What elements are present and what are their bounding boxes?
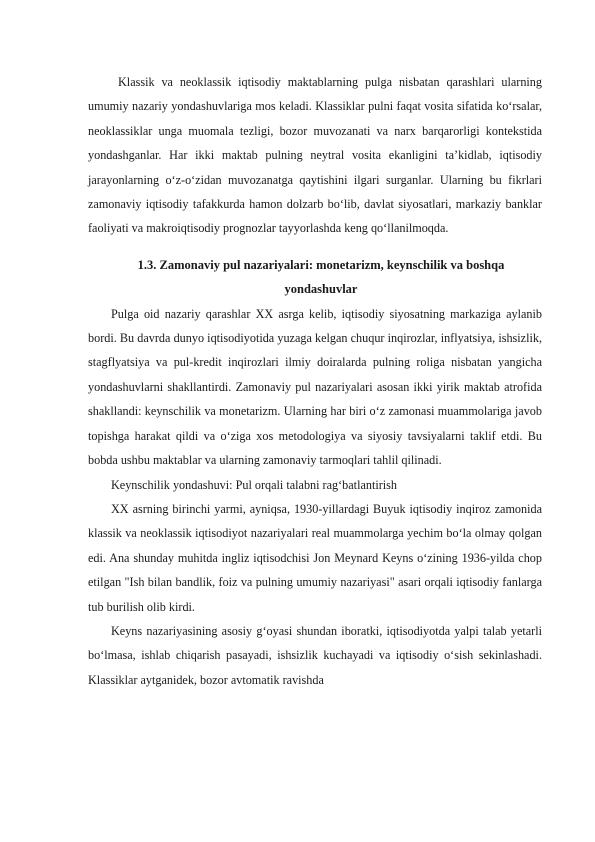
- document-page: [88, 70, 542, 692]
- intro-paragraph: Klassik va neoklassik iqtisodiy maktablarning pulga nisbatan qarashlari ularning umumiy nazariy yondashuvlariga mos keladi. Klassiklar pulni faqat vosita sifatida ko‘rsalar, neoklassiklar unga muomala tezligi, bozor muvozanati va narx barqarorligi kontekstida yondashganlar. Har ikki maktab pulning neytral vosita ekanligini ta’kidlab, iqtisodiy jarayonlarning o‘z-o‘zidan muvozanatga qaytishini ilgari surganlar. Ularning bu fikrlari zamonaviy iqtisodiy tafakkurda hamon dolzarb bo‘lib, davlat siyosatlari, markaziy banklar faoliyati va makroiqtisodiy prognozlar tayyorlashda keng qo‘llanilmoqda.: [88, 75, 542, 236]
- section-heading: 1.3. Zamonaviy pul nazariyalari: monetarizm, keynschilik va boshqa yondashuvlar: [137, 257, 505, 297]
- subheading-paragraph: Keynschilik yondashuvi: Pul orqali talabni rag‘batlantirish: [111, 477, 398, 492]
- body-paragraph: Pulga oid nazariy qarashlar XX asrga kelib, iqtisodiy siyosatning markaziga aylanib bordi. Bu davrda dunyo iqtisodiyotida yuzaga kelgan chuqur inqirozlar, inflyatsiya, ishsizlik, stagflyatsiya va pul-kredit inqirozlari ilmiy doiralarda pulning roliga nisbatan yangicha yondashuvlarni shakllantirdi. Zamonaviy pul nazariyalari asosan ikki yirik maktab atrofida shakllandi: keynschilik va monetarizm. Ularning har biri o‘z zamonasi muammolariga javob topishga harakat qildi va o‘ziga xos metodologiya va siyosiy tavsiyalarni taklif etdi. Bu bobda ushbu maktablar va ularning zamonaviy tarmoqlari tahlil qilinadi.: [88, 306, 542, 468]
- body-paragraph: Keyns nazariyasining asosiy g‘oyasi shundan iboratki, iqtisodiyotda yalpi talab yetarli bo‘lmasa, ishlab chiqarish pasayadi, ishsizlik kuchayadi va iqtisodiy o‘sish sekinlashadi. Klassiklar aytganidek, bozor avtomatik ravishda: [88, 623, 542, 687]
- body-paragraph: XX asrning birinchi yarmi, ayniqsa, 1930-yillardagi Buyuk iqtisodiy inqiroz zamonida klassik va neoklassik iqtisodiyot nazariyalari real muammolarga yechim bo‘la olmay qolgan edi. Ana shunday muhitda ingliz iqtisodchisi Jon Meynard Keyns o‘zining 1936-yilda chop etilgan "Ish bilan bandlik, foiz va pulning umumiy nazariyasi" asari orqali iqtisodiy fanlarga tub burilish olib kirdi.: [88, 501, 542, 614]
